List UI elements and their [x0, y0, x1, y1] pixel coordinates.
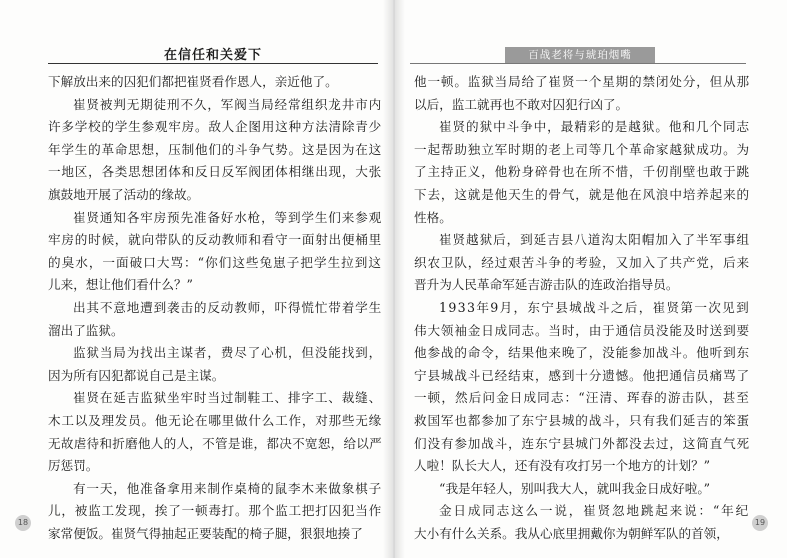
text-line: 晋升为人民革命军延吉游击队的连政治指导员。 [414, 277, 679, 293]
text-line: 织农卫队，经过艰苦斗争的考验，又加入了共产党，后来 [414, 254, 750, 270]
right-header-rule [410, 63, 746, 64]
left-page-number: 18 [15, 515, 31, 531]
right-running-header: 百战老将与琥珀烟嘴 [505, 47, 655, 64]
text-line: 救国军也都参加了东宁县城的战斗，只有我们延吉的笨蛋 [414, 412, 750, 428]
text-line: 崔贤通知各牢房预先准备好水枪，等到学生们来参观 [73, 209, 382, 225]
text-line: 旗鼓地开展了活动的缘故。 [48, 186, 200, 202]
left-header-rule [48, 63, 378, 64]
text-line: 1933年9月，东宁县城战斗之后，崔贤第一次见到 [439, 299, 750, 315]
text-line: 一起帮助独立军时期的老上司等几个革命家越狱成功。为 [414, 141, 750, 157]
text-line: 下去，这就是他天生的骨气，就是他在风浪中培养起来的 [414, 186, 750, 202]
text-line: 家常便饭。崔贤气得抽起正要装配的椅子腿，狠狠地揍了 [48, 525, 363, 541]
text-line: 出其不意地遭到袭击的反动教师，吓得慌忙带着学生 [73, 299, 382, 315]
text-line: 崔贤的狱中斗争中，最精彩的是越狱。他和几个同志 [439, 119, 750, 135]
text-line: 无故虐待和折磨他人的人，不管是谁，都决不宽恕，给以严 [48, 435, 382, 451]
text-line: 儿来，想让他们看什么？” [48, 277, 193, 293]
text-line: 他一顿。监狱当局给了崔贤一个星期的禁闭处分，但从那 [414, 74, 750, 89]
text-line: 崔贤被判无期徒刑不久，军阀当局经常组织龙井市内 [73, 96, 382, 112]
text-line: 一顿，然后问金日成同志：“汪清、珲春的游击队，甚至 [414, 390, 750, 406]
text-line: 伟大领袖金日成同志。当时，由于通信员没能及时送到要 [414, 322, 750, 338]
text-line: 人啦！队长大人，还有没有攻打另一个地方的计划？” [414, 458, 711, 474]
text-line: 崔贤越狱后，到延吉县八道沟太阳帽加入了半军事组 [439, 232, 750, 248]
text-line: 大小有什么关系。我从心底里拥戴你为朝鲜军队的首领， [414, 525, 729, 541]
text-line: 一地区，各类思想团体和反日反军阀团体相继出现，大张 [48, 164, 382, 180]
left-running-header: 在信任和关爱下 [163, 48, 262, 63]
text-line: 年学生的革命思想，压制他们的斗争气势。这是因为在这 [48, 141, 382, 157]
text-line: 了主持正义，他粉身碎骨也在所不惜，千仞削壁也敢于跳 [414, 164, 750, 180]
text-line: 因为所有囚犯都说自己是主谋。 [48, 367, 225, 383]
text-line: 厉惩罚。 [48, 458, 99, 474]
text-line: 金日成同志这么一说，崔贤忽地跳起来说：“年纪 [439, 503, 750, 519]
text-line: 儿，被监工发现，挨了一顿毒打。那个监工把打囚犯当作 [48, 503, 382, 519]
text-line: 性格。 [414, 209, 452, 225]
text-line: 溜出了监狱。 [48, 322, 124, 338]
left-body-text [48, 71, 382, 545]
text-line: 的臭水，一面破口大骂：“你们这些兔崽子把学生拉到这 [48, 254, 382, 270]
text-line: 木工以及理发员。他无论在哪里做什么工作，对那些无缘 [48, 412, 382, 428]
text-line: 他参战的命令，结果他来晚了，没能参加战斗。他听到东 [414, 345, 750, 361]
text-line: 牢房的时候，就向带队的反动教师和看守一面射出便桶里 [48, 232, 382, 248]
right-body-text [414, 71, 750, 545]
text-line: 们没有参加战斗，连东宁县城门外都没去过，这简直气死 [414, 435, 750, 451]
text-line: 以后，监工就再也不敢对囚犯行凶了。 [414, 96, 629, 112]
text-line: 许多学校的学生参观牢房。敌人企图用这种方法清除青少 [48, 119, 382, 135]
text-line: 监狱当局为找出主谋者，费尽了心机，但没能找到， [73, 345, 382, 361]
text-line: 崔贤在延吉监狱坐牢时当过制鞋工、排字工、裁缝、 [73, 390, 382, 406]
text-line: 下解放出来的囚犯们都把崔贤看作恩人，亲近他了。 [48, 74, 338, 89]
text-line: 有一天，他准备拿用来制作桌椅的鼠李木来做象棋子 [73, 480, 382, 496]
book-gutter [383, 0, 405, 558]
text-line: “我是年轻人，别叫我大人，就叫我金日成好啦。” [439, 480, 711, 496]
right-page-number: 19 [752, 515, 768, 531]
text-line: 宁县城战斗已经结束，感到十分遗憾。他把通信员痛骂了 [414, 367, 750, 383]
